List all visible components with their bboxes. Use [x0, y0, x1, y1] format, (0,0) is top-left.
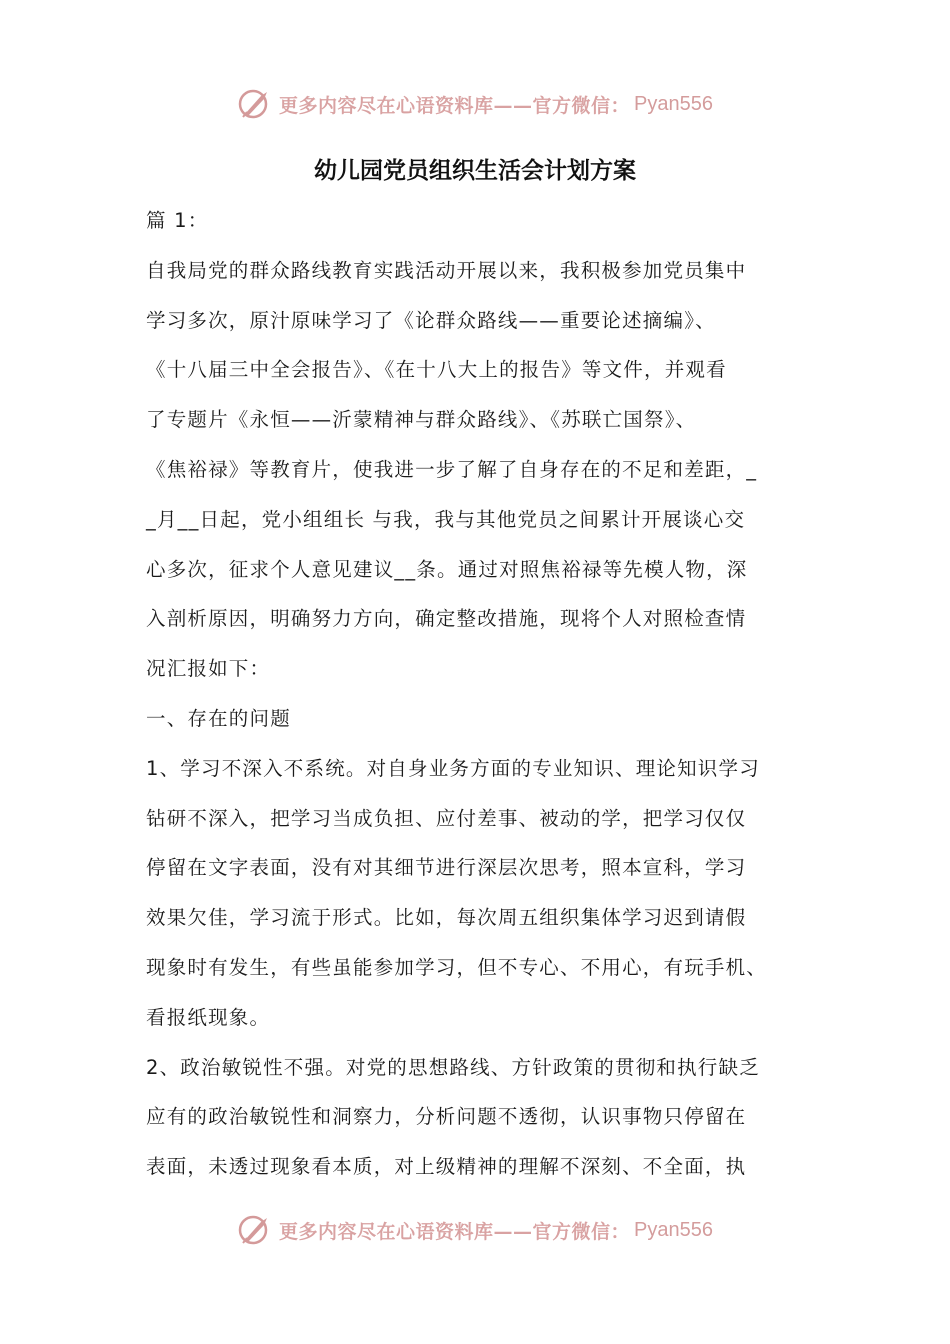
wechat-id: Pyan556 — [634, 1218, 713, 1241]
body-line: 况汇报如下： — [146, 657, 271, 681]
body-line: 应有的政治敏锐性和洞察力，分析问题不透彻，认识事物只停留在 — [146, 1105, 747, 1129]
body-line: 《十八届三中全会报告》、《在十八大上的报告》等文件，并观看 — [146, 358, 727, 382]
body-line: 1、学习不深入不系统。对自身业务方面的专业知识、理论知识学习 — [146, 756, 760, 780]
pen-nib-circle-icon — [237, 1212, 273, 1248]
body-line: 学习多次，原汁原味学习了《论群众路线——重要论述摘编》、 — [146, 308, 716, 332]
document-title: 幼儿园党员组织生活会计划方案 — [314, 158, 636, 184]
body-line: 钻研不深入，把学习当成负担、应付差事、被动的学，把学习仅仅 — [146, 806, 747, 830]
document-body — [146, 196, 814, 1192]
body-line: 看报纸现象。 — [146, 1005, 271, 1029]
body-line: 入剖析原因，明确努力方向，确定整改措施，现将个人对照检查情 — [146, 607, 747, 631]
wechat-id: Pyan556 — [634, 92, 713, 115]
footer-watermark-banner — [0, 1208, 950, 1252]
body-line: 了专题片《永恒——沂蒙精神与群众路线》、《苏联亡国祭》、 — [146, 408, 697, 432]
body-line: 一、存在的问题 — [146, 706, 291, 730]
body-line: 效果欠佳，学习流于形式。比如，每次周五组织集体学习迟到请假 — [146, 906, 747, 930]
body-line: 《焦裕禄》等教育片，使我进一步了解了自身存在的不足和差距，_ — [146, 457, 758, 481]
body-line: 停留在文字表面，没有对其细节进行深层次思考，照本宣科，学习 — [146, 856, 747, 880]
brand-text: 更多内容尽在心语资料库——官方微信： — [279, 94, 631, 117]
body-line: 心多次，征求个人意见建议__条。通过对照焦裕禄等先模人物，深 — [146, 557, 748, 581]
body-line: 篇 1： — [146, 209, 209, 232]
brand-text: 更多内容尽在心语资料库——官方微信： — [279, 1220, 631, 1243]
body-line: 自我局党的群众路线教育实践活动开展以来，我积极参加党员集中 — [146, 258, 747, 282]
pen-nib-circle-icon — [237, 86, 273, 122]
header-watermark-banner — [0, 82, 950, 126]
body-line: 表面，未透过现象看本质，对上级精神的理解不深刻、不全面，执 — [146, 1155, 747, 1179]
body-line: 现象时有发生，有些虽能参加学习，但不专心、不用心，有玩手机、 — [146, 955, 768, 979]
body-line: _月__日起，党小组组长 与我，我与其他党员之间累计开展谈心交 — [146, 507, 746, 531]
body-line: 2、政治敏锐性不强。对党的思想路线、方针政策的贯彻和执行缺乏 — [146, 1055, 760, 1079]
